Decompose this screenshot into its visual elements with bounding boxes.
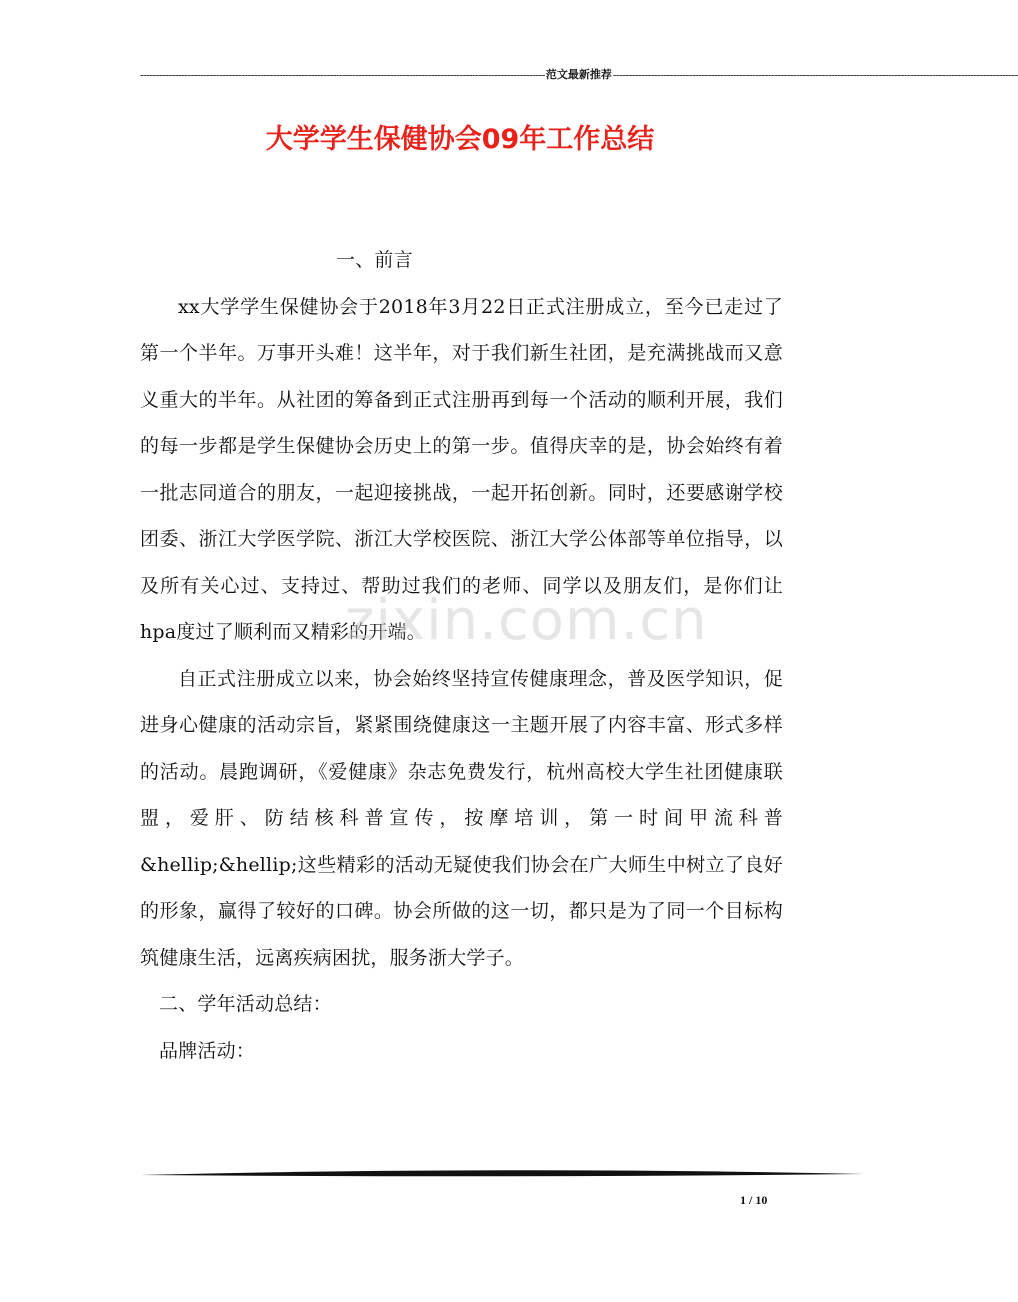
footer-divider bbox=[140, 1164, 864, 1184]
header-dash-right: -------------------------------------------------------------------------------------------------------------------------------- bbox=[612, 69, 1018, 81]
paragraph-intro: xx大学学生保健协会于2018年3月22日正式注册成立，至今已走过了第一个半年。万事开头难！这半年，对于我们新生社团，是充满挑战而又意义重大的半年。从社团的筹备到正式注册再到每一个活动的顺利开展，我们的每一步都是学生保健协会历史上的第一步。值得庆幸的是，协会始终有着一批志同道合的朋友，一起迎接挑战，一起开拓创新。同时，还要感谢学校团委、浙江大学医学院、浙江大学校医院、浙江大学公体部等单位指导，以及所有关心过、支持过、帮助过我们的老师、同学以及朋友们，是你们让hpa度过了顺利而又精彩的开端。 bbox=[140, 295, 783, 643]
header-bar bbox=[140, 68, 1018, 82]
header-label: 范文最新推荐 bbox=[545, 69, 612, 81]
page-number: 1 / 10 bbox=[740, 1193, 768, 1207]
paragraph-activities: 自正式注册成立以来，协会始终坚持宣传健康理念，普及医学知识，促进身心健康的活动宗旨，紧紧围绕健康这一主题开展了内容丰富、形式多样的活动。晨跑调研，《爱健康》杂志免费发行，杭州高校大学生社团健康联盟，爱肝、防结核科普宣传，按摩培训，第一时间甲流科普&hellip;&hellip;这些精彩的活动无疑使我们协会在广大师生中树立了良好的形象，赢得了较好的口碑。协会所做的这一切，都只是为了同一个目标构筑健康生活，远离疾病困扰，服务浙大学子。 bbox=[140, 667, 783, 969]
subheading-brand-activities: 品牌活动： bbox=[159, 1039, 256, 1062]
section-heading-summary: 二、学年活动总结： bbox=[159, 993, 332, 1015]
document-title: 大学学生保健协会09年工作总结 bbox=[265, 124, 655, 155]
header-dash-left: -------------------------------------------------------------------------------------------------------------------------------- bbox=[140, 69, 545, 81]
watermark: zixin.com.cn bbox=[345, 588, 708, 653]
section-heading-preface: 一、前言 bbox=[336, 249, 413, 271]
document-body bbox=[140, 237, 783, 1074]
